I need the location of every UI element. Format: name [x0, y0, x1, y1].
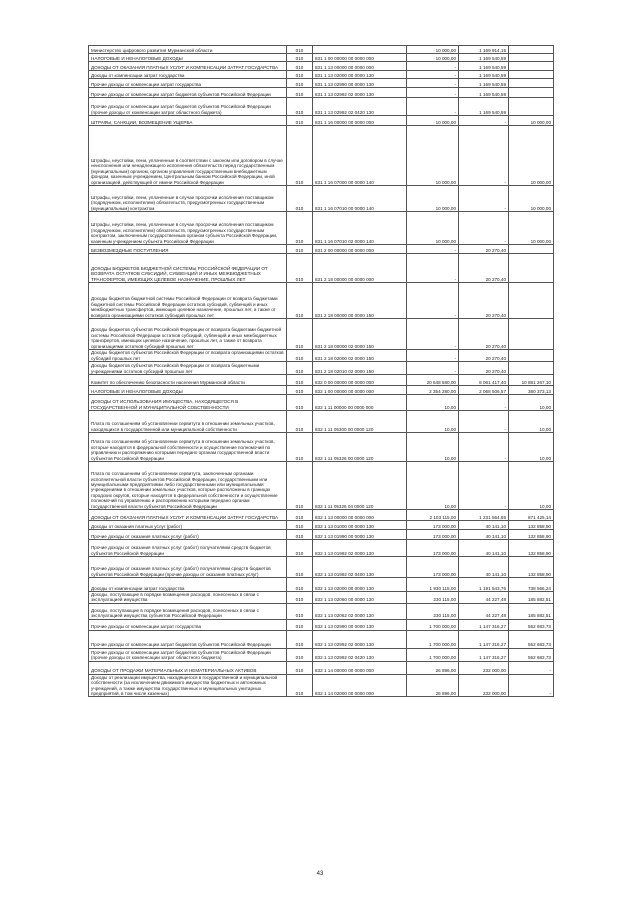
table-cell-plan: - — [407, 283, 459, 319]
table-row — [89, 350, 554, 362]
table-cell-plan: 10 000,00 — [407, 186, 459, 212]
table-cell-code: 010 — [287, 46, 313, 54]
table-cell-plan: 1 700 000,00 — [407, 648, 459, 661]
table-cell-remaining — [509, 319, 554, 350]
table-cell-plan: 20 648 580,00 — [407, 375, 459, 386]
report-table-body — [89, 46, 554, 697]
table-cell-name: Прочие доходы от компенсации затрат бюджетов субъектов Российской Федерации (прочие доходы от компенсации затрат областного бюджета) — [89, 648, 287, 661]
table-cell-kbk: 831 1 13 02990 00 0000 130 — [313, 79, 407, 88]
table-cell-executed: 40 141,10 — [459, 521, 509, 530]
table-cell-name: Доходы, поступающие в порядке возмещения расходов, понесенных в связи с эксплуатацией имущества субъектов Российской Федерации — [89, 603, 287, 619]
table-cell-code: 010 — [287, 674, 313, 697]
table-cell-code: 010 — [287, 116, 313, 126]
table-cell-executed: - — [459, 433, 509, 462]
table-cell-remaining: 380 373,13 — [509, 386, 554, 395]
table-cell-name: Прочие доходы от оказания платных услуг (работ) получателями средств бюджетов субъектов Российской Федерации (прочие доходы от оказания платных услуг) — [89, 557, 287, 578]
table-cell-code: 010 — [287, 510, 313, 521]
table-cell-kbk: 831 1 16 07000 00 0000 140 — [313, 126, 407, 186]
table-cell-plan: - — [407, 79, 459, 88]
table-cell-kbk: 832 1 13 02060 00 0000 130 — [313, 592, 407, 604]
table-row — [89, 283, 554, 319]
table-cell-name: Штрафы, неустойки, пени, уплаченные в случае просрочки исполнения поставщиком (подрядчиком, исполнителем) обязательств, предусмотренных государственным (муниципальным) контрактом — [89, 186, 287, 212]
table-row — [89, 648, 554, 661]
table-cell-remaining — [509, 46, 554, 54]
table-cell-code: 010 — [287, 386, 313, 395]
table-cell-kbk: 832 1 13 02990 00 0000 130 — [313, 619, 407, 630]
table-cell-kbk: 832 1 14 00000 00 0000 000 — [313, 661, 407, 674]
table-cell-executed: 1 147 316,27 — [459, 648, 509, 661]
table-cell-plan: 230 115,00 — [407, 603, 459, 619]
table-cell-executed: 40 141,10 — [459, 557, 509, 578]
table-cell-executed: - — [459, 462, 509, 510]
table-cell-kbk: 831 1 16 07010 00 0000 140 — [313, 186, 407, 212]
table-cell-kbk: 832 1 13 01990 00 0000 130 — [313, 530, 407, 540]
table-cell-name: ДОХОДЫ ОТ ОКАЗАНИЯ ПЛАТНЫХ УСЛУГ И КОМПЕНСАЦИИ ЗАТРАТ ГОСУДАРСТВА — [89, 62, 287, 71]
table-cell-name: Плата по соглашениям об установлении сервитута в отношении земельных участков, которые находятся в федеральной собственности и осуществление полномочий по управлению и распоряжению которыми передано органам государственной власти субъектов Российской Федерации — [89, 433, 287, 462]
table-cell-remaining: 185 882,51 — [509, 603, 554, 619]
table-row — [89, 319, 554, 350]
table-cell-remaining: 10,00 — [509, 411, 554, 433]
table-cell-executed: 20 270,40 — [459, 283, 509, 319]
table-cell-code: 010 — [287, 603, 313, 619]
table-cell-code: 010 — [287, 186, 313, 212]
table-cell-executed: 1 169 914,15 — [459, 46, 509, 54]
table-cell-name: НАЛОГОВЫЕ И НЕНАЛОГОВЫЕ ДОХОДЫ — [89, 54, 287, 62]
table-cell-name: ДОХОДЫ ОТ ОКАЗАНИЯ ПЛАТНЫХ УСЛУГ И КОМПЕНСАЦИИ ЗАТРАТ ГОСУДАРСТВА — [89, 510, 287, 521]
table-cell-remaining — [509, 254, 554, 283]
table-cell-kbk: 832 1 13 02062 02 0000 130 — [313, 603, 407, 619]
table-cell-remaining: 10,00 — [509, 433, 554, 462]
table-cell-plan: - — [407, 88, 459, 98]
table-cell-plan: - — [407, 254, 459, 283]
table-cell-plan: 1 700 000,00 — [407, 630, 459, 648]
table-cell-plan: 10,00 — [407, 395, 459, 411]
table-row — [89, 116, 554, 126]
table-cell-kbk — [313, 46, 407, 54]
table-row — [89, 521, 554, 530]
table-cell-executed: 44 227,48 — [459, 603, 509, 619]
table-row — [89, 557, 554, 578]
table-cell-kbk: 832 1 13 01992 02 0400 130 — [313, 557, 407, 578]
table-cell-executed: 20 270,40 — [459, 350, 509, 362]
table-cell-kbk: 831 2 18 02010 02 0000 150 — [313, 362, 407, 375]
table-cell-code: 010 — [287, 395, 313, 411]
table-cell-name: Плата по соглашениям об установлении сервитута, заключенным органами исполнительной власти субъектов Российской Федерации, государственными или муниципальными предприятиями либо государственными или муниципальными учреждениями в отношении земельных участков, которые расположены в границах городских округов, которые находятся в федеральной собственности и осуществление полномочий по управлению и распоряжению которыми передано органам государственной власти субъектов Российской Федерации — [89, 462, 287, 510]
table-cell-plan: 173 000,00 — [407, 521, 459, 530]
table-cell-executed: 20 270,40 — [459, 245, 509, 254]
table-cell-executed: 20 270,40 — [459, 254, 509, 283]
table-cell-executed: 20 270,40 — [459, 362, 509, 375]
table-cell-remaining — [509, 283, 554, 319]
table-cell-plan: 10,00 — [407, 462, 459, 510]
table-cell-name: ДОХОДЫ ОТ ИСПОЛЬЗОВАНИЯ ИМУЩЕСТВА, НАХОДЯЩЕГОСЯ В ГОСУДАРСТВЕННОЙ И МУНИЦИПАЛЬНОЙ СОБСТВЕННОСТИ — [89, 395, 287, 411]
table-row — [89, 462, 554, 510]
table-cell-plan: 10 000,00 — [407, 126, 459, 186]
table-cell-plan: 1 930 115,00 — [407, 578, 459, 592]
table-cell-remaining: 10 881 267,10 — [509, 375, 554, 386]
table-cell-kbk: 831 2 18 02000 02 0000 150 — [313, 350, 407, 362]
table-cell-executed: 1 147 316,27 — [459, 630, 509, 648]
table-cell-kbk: 832 1 11 00000 00 0000 000 — [313, 395, 407, 411]
table-cell-code: 010 — [287, 362, 313, 375]
table-cell-kbk: 831 2 18 00000 02 0000 150 — [313, 319, 407, 350]
page-number: 43 — [316, 871, 324, 877]
table-cell-code: 010 — [287, 212, 313, 245]
table-row — [89, 433, 554, 462]
table-row — [89, 411, 554, 433]
table-row — [89, 386, 554, 395]
table-cell-remaining: 10 000,00 — [509, 116, 554, 126]
table-cell-executed: 1 169 540,59 — [459, 71, 509, 79]
table-cell-kbk: 832 1 11 05300 00 0000 120 — [313, 411, 407, 433]
table-row — [89, 62, 554, 71]
table-cell-name: Прочие доходы от компенсации затрат государства — [89, 79, 287, 88]
table-row — [89, 212, 554, 245]
table-cell-remaining — [509, 350, 554, 362]
table-cell-executed: - — [459, 395, 509, 411]
table-cell-plan: 10 000,00 — [407, 212, 459, 245]
table-cell-code: 010 — [287, 245, 313, 254]
table-cell-remaining: 132 858,90 — [509, 540, 554, 557]
table-row — [89, 630, 554, 648]
table-row — [89, 619, 554, 630]
table-cell-remaining — [509, 79, 554, 88]
table-cell-kbk: 832 1 13 00000 00 0000 000 — [313, 510, 407, 521]
table-cell-executed: - — [459, 126, 509, 186]
table-cell-name: Доходы от компенсации затрат государства — [89, 578, 287, 592]
table-cell-kbk: 832 1 13 01000 00 0000 130 — [313, 521, 407, 530]
table-cell-executed: 1 169 540,59 — [459, 54, 509, 62]
table-cell-code: 010 — [287, 530, 313, 540]
table-cell-code: 010 — [287, 71, 313, 79]
table-cell-name: ДОХОДЫ БЮДЖЕТОВ БЮДЖЕТНОЙ СИСТЕМЫ РОССИЙСКОЙ ФЕДЕРАЦИИ ОТ ВОЗВРАТА ОСТАТКОВ СУБСИДИЙ, СУБВЕНЦИЙ И ИНЫХ МЕЖБЮДЖЕТНЫХ ТРАНСФЕРТОВ, ИМЕЮЩИХ ЦЕЛЕВОЕ НАЗНАЧЕНИЕ, ПРОШЛЫХ ЛЕТ — [89, 254, 287, 283]
table-cell-code: 010 — [287, 557, 313, 578]
table-cell-remaining — [509, 54, 554, 62]
table-cell-kbk: 832 1 00 00000 00 0000 000 — [313, 386, 407, 395]
table-cell-code: 010 — [287, 254, 313, 283]
table-cell-executed: 1 191 543,76 — [459, 578, 509, 592]
table-cell-executed: - — [459, 116, 509, 126]
table-cell-kbk: 831 2 00 00000 00 0000 000 — [313, 245, 407, 254]
table-cell-code: 010 — [287, 319, 313, 350]
table-cell-code: 010 — [287, 375, 313, 386]
table-cell-name: Доходы бюджетов бюджетной системы Российской Федерации от возврата бюджетами бюджетной системы Российской Федерации остатков субсидий, субвенций и иных межбюджетных трансфертов, имеющих целевое назначение, прошлых лет, а также от возврата организациями остатков субсидий прошлых лет — [89, 283, 287, 319]
table-row — [89, 661, 554, 674]
table-row — [89, 674, 554, 697]
table-row — [89, 375, 554, 386]
table-cell-remaining: 10 000,00 — [509, 212, 554, 245]
table-cell-plan: 10 000,00 — [407, 116, 459, 126]
table-cell-remaining — [509, 98, 554, 116]
table-row — [89, 245, 554, 254]
table-row — [89, 603, 554, 619]
table-cell-remaining: 132 858,90 — [509, 521, 554, 530]
table-cell-code: 010 — [287, 79, 313, 88]
table-cell-remaining: 185 882,51 — [509, 592, 554, 604]
table-cell-kbk: 831 1 13 00000 00 0000 000 — [313, 62, 407, 71]
table-cell-remaining: 552 683,73 — [509, 630, 554, 648]
table-row — [89, 79, 554, 88]
table-row — [89, 46, 554, 54]
table-cell-executed: 1 169 540,59 — [459, 98, 509, 116]
table-cell-remaining: 132 858,90 — [509, 557, 554, 578]
table-cell-name: ШТРАФЫ, САНКЦИИ, ВОЗМЕЩЕНИЕ УЩЕРБА — [89, 116, 287, 126]
table-cell-remaining — [509, 88, 554, 98]
table-cell-name: Доходы, поступающие в порядке возмещения расходов, понесенных в связи с эксплуатацией имущества — [89, 592, 287, 604]
table-row — [89, 126, 554, 186]
table-cell-plan: 26 896,00 — [407, 661, 459, 674]
table-cell-code: 010 — [287, 433, 313, 462]
table-cell-name: Доходы от компенсации затрат государства — [89, 71, 287, 79]
table-cell-plan: 10,00 — [407, 433, 459, 462]
table-row — [89, 54, 554, 62]
table-cell-name: Прочие доходы от оказания платных услуг (работ) получателями средств бюджетов субъектов Российской Федерации — [89, 540, 287, 557]
table-cell-executed: - — [459, 212, 509, 245]
table-cell-remaining: 10,00 — [509, 395, 554, 411]
table-cell-executed: 1 231 564,65 — [459, 510, 509, 521]
table-cell-plan: 2 354 280,00 — [407, 386, 459, 395]
table-cell-kbk: 831 1 13 02000 00 0000 130 — [313, 71, 407, 79]
table-cell-code: 010 — [287, 630, 313, 648]
table-cell-kbk: 831 1 13 02992 02 0000 130 — [313, 88, 407, 98]
table-cell-plan: 2 103 115,00 — [407, 510, 459, 521]
table-cell-name: НАЛОГОВЫЕ И НЕНАЛОГОВЫЕ ДОХОДЫ — [89, 386, 287, 395]
table-cell-plan: 230 115,00 — [407, 592, 459, 604]
table-cell-remaining: 132 858,90 — [509, 530, 554, 540]
table-cell-name: Плата по соглашениям об установлении сервитута в отношении земельных участков, находящихся в государственной или муниципальной собственности — [89, 411, 287, 433]
table-cell-executed: 232 000,00 — [459, 661, 509, 674]
table-row — [89, 362, 554, 375]
table-cell-plan: - — [407, 362, 459, 375]
table-cell-name: Прочие доходы от оказания платных услуг (работ) — [89, 530, 287, 540]
table-cell-kbk: 832 1 13 02992 02 0000 130 — [313, 630, 407, 648]
table-cell-code: 010 — [287, 62, 313, 71]
table-cell-plan: 173 000,00 — [407, 540, 459, 557]
table-cell-plan: 10 000,00 — [407, 46, 459, 54]
table-row — [89, 540, 554, 557]
table-cell-kbk: 832 1 14 02000 00 0000 000 — [313, 674, 407, 697]
table-cell-executed: 1 169 540,59 — [459, 79, 509, 88]
table-cell-remaining: - — [509, 674, 554, 697]
table-cell-code: 010 — [287, 411, 313, 433]
table-cell-executed: - — [459, 411, 509, 433]
table-row — [89, 510, 554, 521]
table-cell-plan: - — [407, 98, 459, 116]
table-cell-executed: 44 227,48 — [459, 592, 509, 604]
table-cell-plan: - — [407, 350, 459, 362]
table-cell-remaining: 552 683,73 — [509, 619, 554, 630]
table-row — [89, 88, 554, 98]
table-cell-name: Доходы бюджетов субъектов Российской Федерации от возврата организациями остатков субсидий прошлых лет — [89, 350, 287, 362]
table-cell-executed: 20 270,40 — [459, 319, 509, 350]
table-cell-kbk: 831 1 13 02992 02 0420 130 — [313, 98, 407, 116]
table-cell-code: 010 — [287, 578, 313, 592]
table-cell-remaining: 552 683,73 — [509, 648, 554, 661]
table-cell-plan: - — [407, 245, 459, 254]
table-cell-remaining: 738 566,24 — [509, 578, 554, 592]
table-cell-plan: 26 896,00 — [407, 674, 459, 697]
table-cell-plan: - — [407, 71, 459, 79]
table-cell-remaining — [509, 362, 554, 375]
table-cell-code: 010 — [287, 661, 313, 674]
table-cell-code: 010 — [287, 462, 313, 510]
table-cell-remaining: 10 000,00 — [509, 186, 554, 212]
table-cell-kbk: 831 1 16 00000 00 0000 000 — [313, 116, 407, 126]
table-cell-executed: 1 147 316,27 — [459, 619, 509, 630]
table-cell-executed: 2 068 506,57 — [459, 386, 509, 395]
table-cell-code: 010 — [287, 283, 313, 319]
table-cell-remaining: 871 425,14 — [509, 510, 554, 521]
table-cell-remaining: - — [509, 661, 554, 674]
table-cell-code: 010 — [287, 350, 313, 362]
table-cell-remaining — [509, 71, 554, 79]
table-cell-executed: - — [459, 186, 509, 212]
table-cell-kbk: 831 2 18 00000 00 0000 150 — [313, 283, 407, 319]
table-cell-name: Доходы от оказания платных услуг (работ) — [89, 521, 287, 530]
table-cell-executed: 8 061 417,40 — [459, 375, 509, 386]
table-cell-remaining: 10 000,00 — [509, 126, 554, 186]
table-row — [89, 98, 554, 116]
table-row — [89, 578, 554, 592]
table-cell-code: 010 — [287, 54, 313, 62]
table-row — [89, 254, 554, 283]
table-cell-kbk: 832 0 00 00000 00 0000 000 — [313, 375, 407, 386]
table-cell-plan: - — [407, 62, 459, 71]
table-cell-code: 010 — [287, 98, 313, 116]
table-cell-name: Штрафы, неустойки, пени, уплаченные в соответствии с законом или договором в случае неисполнения или ненадлежащего исполнения обязательств перед государственным (муниципальным) органом, органом управления государственным внебюджетным фондом, казенным учреждением, Центральным банком Российской Федерации, иной организацией, действующей от имени Российской Федерации — [89, 126, 287, 186]
table-cell-name: Комитет по обеспечению безопасности населения Мурманской области — [89, 375, 287, 386]
table-row — [89, 592, 554, 604]
table-cell-name: Прочие доходы от компенсации затрат бюджетов субъектов Российской Федерации (прочие доходы от компенсации затрат областного бюджета) — [89, 98, 287, 116]
table-cell-name: Прочие доходы от компенсации затрат бюджетов субъектов Российской Федерации — [89, 630, 287, 648]
table-cell-code: 010 — [287, 648, 313, 661]
table-cell-executed: 1 169 540,59 — [459, 62, 509, 71]
table-cell-executed: 1 169 540,59 — [459, 88, 509, 98]
table-cell-kbk: 831 2 18 00000 00 0000 000 — [313, 254, 407, 283]
table-cell-code: 010 — [287, 126, 313, 186]
table-row — [89, 530, 554, 540]
table-cell-code: 010 — [287, 88, 313, 98]
table-cell-name: Министерство цифрового развития Мурманской области — [89, 46, 287, 54]
table-cell-kbk: 832 1 13 01992 02 0000 130 — [313, 540, 407, 557]
table-cell-name: Штрафы, неустойки, пени, уплаченные в случае просрочки исполнения поставщиком (подрядчиком, исполнителем) обязательств, предусмотренных государственным контрактом, заключенным государственным органом субъекта Российской Федерации, казенным учреждением субъекта Российской Федерации — [89, 212, 287, 245]
table-cell-kbk: 832 1 13 02000 00 0000 130 — [313, 578, 407, 592]
table-cell-name: Прочие доходы от компенсации затрат государства — [89, 619, 287, 630]
table-cell-kbk: 831 1 16 07010 02 0000 140 — [313, 212, 407, 245]
table-cell-executed: 40 141,10 — [459, 530, 509, 540]
table-cell-remaining: 10,00 — [509, 462, 554, 510]
table-row — [89, 186, 554, 212]
table-cell-kbk: 832 1 11 05326 04 0000 120 — [313, 462, 407, 510]
table-cell-code: 010 — [287, 619, 313, 630]
table-cell-plan: - — [407, 319, 459, 350]
table-cell-plan: 10,00 — [407, 411, 459, 433]
table-cell-code: 010 — [287, 592, 313, 604]
table-cell-plan: 173 000,00 — [407, 530, 459, 540]
table-cell-code: 010 — [287, 540, 313, 557]
table-cell-code: 010 — [287, 521, 313, 530]
table-row — [89, 395, 554, 411]
table-cell-plan: 10 000,00 — [407, 54, 459, 62]
table-cell-kbk: 832 1 13 02992 02 0420 130 — [313, 648, 407, 661]
table-cell-name: БЕЗВОЗМЕЗДНЫЕ ПОСТУПЛЕНИЯ — [89, 245, 287, 254]
table-cell-kbk: 831 1 00 00000 00 0000 000 — [313, 54, 407, 62]
report-table — [88, 45, 554, 697]
table-cell-name: ДОХОДЫ ОТ ПРОДАЖИ МАТЕРИАЛЬНЫХ И НЕМАТЕРИАЛЬНЫХ АКТИВОВ — [89, 661, 287, 674]
table-cell-kbk: 832 1 11 05326 00 0000 120 — [313, 433, 407, 462]
table-cell-name: Доходы бюджетов субъектов Российской Федерации от возврата бюджетами бюджетной системы Российской Федерации остатков субсидий, субвенций и иных межбюджетных трансфертов, имеющих целевое назначение, прошлых лет, а также от возврата организациями остатков субсидий прошлых лет — [89, 319, 287, 350]
table-cell-executed: 40 141,10 — [459, 540, 509, 557]
table-cell-name: Доходы бюджетов субъектов Российской Федерации от возврата бюджетными учреждениями остатков субсидий прошлых лет — [89, 362, 287, 375]
table-cell-remaining — [509, 62, 554, 71]
table-cell-name: Прочие доходы от компенсации затрат бюджетов субъектов Российской Федерации — [89, 88, 287, 98]
table-cell-executed: 232 000,00 — [459, 674, 509, 697]
table-cell-name: Доходы от реализации имущества, находящегося в государственной и муниципальной собственности (за исключением движимого имущества бюджетных и автономных учреждений, а также имущества государственных и муниципальных унитарных предприятий, в том числе казенных) — [89, 674, 287, 697]
table-cell-plan: 173 000,00 — [407, 557, 459, 578]
table-row — [89, 71, 554, 79]
table-cell-plan: 1 700 000,00 — [407, 619, 459, 630]
table-cell-remaining — [509, 245, 554, 254]
